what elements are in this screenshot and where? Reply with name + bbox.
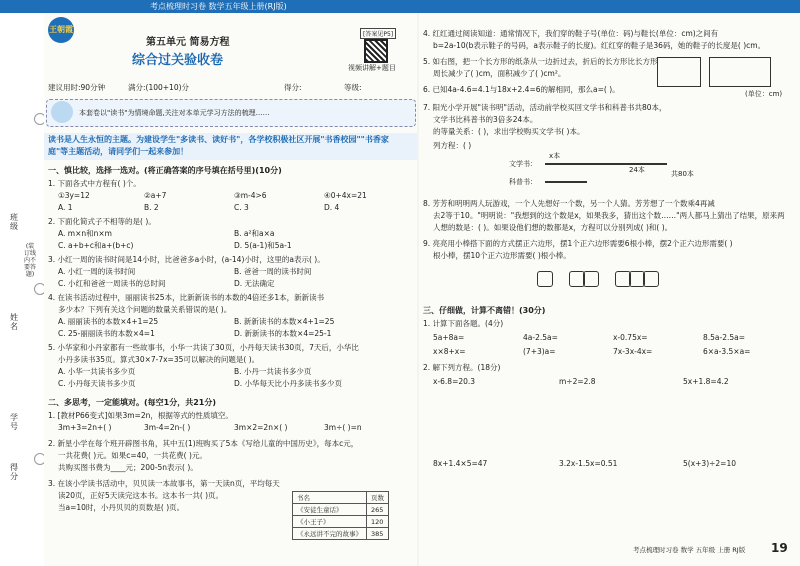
q2-stem: 2. 下面化简式子不相等的是( )。 [48, 217, 156, 226]
equation-item[interactable]: 8x+1.4×5=47 [433, 459, 488, 468]
q1-choice[interactable]: B. 2 [144, 203, 159, 212]
q2-choice[interactable]: B. a²和a×a [234, 229, 275, 238]
page-title: 综合过关验收卷 [132, 53, 224, 68]
diagram-wenxue: 文学书： [509, 160, 537, 168]
q4-stem: 4. 在读书活动过程中，丽丽读书25本，比新新读书的本数的4倍还多1本，新新读书 [48, 293, 325, 302]
q5-choice[interactable]: B. 小丹一共读书多少页 [234, 367, 312, 376]
q4-choice[interactable]: D. 新新读书的本数×4=25-1 [234, 329, 332, 338]
calc-item[interactable]: x×8+x= [433, 347, 466, 356]
r7-equation[interactable]: 列方程：( ) [433, 141, 472, 150]
notice-text: 本套卷以"读书"为情境命题,关注对本单元学习方法的梳理…… [79, 109, 270, 117]
calc-item[interactable]: 4a-2.5a= [523, 333, 558, 342]
strip-figure [657, 57, 701, 87]
grade-label: 等级: [344, 83, 362, 92]
q4-choice[interactable]: C. 25-丽丽读书的本数×4=1 [58, 329, 155, 338]
hexagon-icon [583, 271, 599, 287]
q7-stem-3[interactable]: 共购买图书费为____元；200-5n表示( )。 [58, 463, 198, 472]
spine-id: 学号 [10, 413, 18, 431]
unit-title: 第五单元 简易方程 [146, 37, 230, 48]
footer-text: 考点梳理时习卷 数学 五年级 上册 RJ版 [633, 546, 746, 554]
figure-unit: (单位：cm) [745, 90, 783, 98]
q1-stem: 1. 下面各式中方程有( )个。 [48, 179, 141, 188]
folded-figure [709, 57, 771, 87]
q5-choice[interactable]: C. 小丹每天读书多少页 [58, 379, 136, 388]
left-page [44, 13, 417, 566]
r7-stem-2: 文学书比科普书的3倍多24本。 [433, 115, 538, 124]
equation-item[interactable]: m÷2=2.8 [559, 377, 596, 386]
book-pages: 265 [367, 504, 389, 516]
q4-stem-2: 多少本？下列有关这个问题的数量关系错误的是( )。 [58, 305, 232, 314]
r5-stem-2[interactable]: 周长减少了( )cm，面积减少了( )cm²。 [433, 69, 566, 78]
header-title: 考点梳理时习卷 数学五年级上册(RJ版) [150, 2, 287, 11]
diagram-bar-kepu [545, 181, 587, 183]
book-title: 《安徒生童话》 [293, 504, 367, 516]
q3-choice[interactable]: B. 爸爸一周的读书时间 [234, 267, 312, 276]
col-pages: 页数 [367, 492, 389, 504]
c1-stem: 1. 计算下面各题。(4分) [423, 319, 504, 328]
r6-stem[interactable]: 6. 已知4a-4.6=4.1与18x+2.4=6的解相同，那么a=( )。 [423, 85, 620, 94]
binding-spine [0, 13, 45, 566]
q1-choice[interactable]: C. 3 [234, 203, 249, 212]
spine-name: 姓名 [10, 313, 18, 331]
table-row [293, 504, 389, 516]
q4-choice[interactable]: B. 新新读书的本数×4+1=25 [234, 317, 335, 326]
page-number: 19 [771, 541, 788, 555]
book-title: 《小王子》 [293, 516, 367, 528]
q2-choice[interactable]: D. 5(a-1)和5a-1 [234, 241, 292, 250]
q1-opt: ①3y=12 [58, 191, 90, 200]
q6-blank[interactable]: 3m÷( )=n [324, 423, 362, 432]
table-row [293, 516, 389, 528]
full-score-label: 满分:(100+10)分 [128, 83, 190, 92]
q5-stem-2: 小丹多读书35页。算式30×7-7x=35可以解决的问题是( )。 [58, 355, 260, 364]
hexagon-icon [643, 271, 659, 287]
r4-stem: 4. 红红通过阅读知道：通常情况下，我们穿的鞋子号(单位：码)与鞋长(单位：cm)之间有 [423, 29, 719, 38]
q7-stem-2[interactable]: 一共花费( )元。如果c=40，一共花费( )元。 [58, 451, 207, 460]
calc-item[interactable]: x-0.75x= [613, 333, 648, 342]
q2-choice[interactable]: C. a+b+c和a+(b+c) [58, 241, 134, 250]
intro-line-1: 读书是人生永恒的主题。为建设学生"多读书、读好书"，各学校积极社区开展"书香校园""书香家 [48, 135, 389, 144]
time-label: 建议用时:90分钟 [48, 83, 106, 92]
col-title: 书名 [293, 492, 367, 504]
q3-choice[interactable]: D. 无法确定 [234, 279, 275, 288]
equation-item[interactable]: 5(x+3)÷2=10 [683, 459, 737, 468]
r8-stem-3[interactable]: 人想的数是：( )。如果设他们想的数都是x，方程可以分别列成( )和( )。 [433, 223, 673, 232]
r8-stem-2: 去2等于10。"明明说："我想到的这个数是x，如果我多，猜出这个数……"两人都马上猜出了结果，原来两 [433, 211, 785, 220]
intro-line-2: 庭"等主题活动，请同学们一起来参加！ [48, 147, 189, 156]
diagram-x: x本 [549, 152, 561, 160]
r7-stem-3[interactable]: 的等量关系：( )，求出学校购买文学书( )本。 [433, 127, 585, 136]
books-table [292, 491, 389, 540]
r4-stem-2[interactable]: b=2a-10(b表示鞋子的号码，a表示鞋子的长度)。红红穿的鞋子是36码，她的鞋子的长度是( )cm。 [433, 41, 766, 50]
section-2-heading: 二、多思考，一定能填对。(每空1分，共21分) [48, 398, 217, 407]
r9-stem-2[interactable]: 根小棒，摆10个正六边形需要( )根小棒。 [433, 251, 571, 260]
calc-item[interactable]: 8.5a-2.5a= [703, 333, 746, 342]
q1-opt: ③m-4>6 [234, 191, 267, 200]
section-3-heading: 三、仔细做，计算不离错！(30分) [423, 306, 546, 315]
table-row [293, 528, 389, 540]
q5-choice[interactable]: A. 小华一共读书多少页 [58, 367, 136, 376]
q3-stem: 3. 小红一周的读书时间是14小时，比爸爸多a小时，(a-14)小时，这里的a表示( )。 [48, 255, 325, 264]
q1-choice[interactable]: D. 4 [324, 203, 340, 212]
q6-blank[interactable]: 3m-4=2n-( ) [144, 423, 191, 432]
q5-stem: 5. 小华家和小丹家都有一些故事书，小华一共读了30页，小丹每天读书30页，7天后，小华比 [48, 343, 359, 352]
book-title: 《永远讲不完的故事》 [293, 528, 367, 540]
answer-ref: [答案见P5] [360, 28, 396, 39]
mascot-icon [51, 101, 73, 123]
calc-item[interactable]: (7+3)a= [523, 347, 556, 356]
q1-opt: ④0+4x=21 [324, 191, 367, 200]
table-header [293, 492, 389, 504]
spine-class: 班级 [10, 213, 18, 231]
diagram-bar-wenxue [545, 163, 667, 165]
q2-choice[interactable]: A. m×n和n×m [58, 229, 112, 238]
equation-item[interactable]: 5x+1.8=4.2 [683, 377, 729, 386]
q6-blank[interactable]: 3m×2=2n×( ) [234, 423, 288, 432]
book-pages: 120 [367, 516, 389, 528]
q4-choice[interactable]: A. 丽丽读书的本数×4+1=25 [58, 317, 159, 326]
q3-choice[interactable]: A. 小红一周的读书时间 [58, 267, 136, 276]
q8-stem-2[interactable]: 读20页，正好5天读完这本书。这本书一共( )页。 [58, 491, 224, 500]
r5-stem: 5. 如右图，把一个长方形的纸条从一边折过去，折后的长方形比长方形 [423, 57, 658, 66]
diagram-24: 24本 [629, 166, 645, 174]
diagram-total: 共80本 [671, 170, 694, 178]
diagram-kepu: 科普书： [509, 178, 537, 186]
qr-code[interactable] [364, 39, 388, 63]
notice-box [46, 99, 416, 127]
q6-blank[interactable]: 3m+3=2n+( ) [58, 423, 112, 432]
calc-item[interactable]: 5a+8a= [433, 333, 465, 342]
right-page [419, 13, 800, 566]
spine-note: (装订线内不要答题) [24, 243, 37, 278]
section-1-heading: 一、慎比较，选择一选对。(将正确答案的序号填在括号里)(10分) [48, 166, 282, 175]
r7-stem: 7. 阳光小学开展"读书明"活动，活动前学校买回文学书和科普书共80本， [423, 103, 667, 112]
q7-stem: 2. 新星小学在每个班开辟图书角，其中五(1)班购买了5本《写给儿童的中国历史》，每本c元， [48, 439, 359, 448]
score-label: 得分: [284, 83, 302, 92]
c2-stem: 2. 解下列方程。(18分) [423, 363, 501, 372]
equation-item[interactable]: x-6.8=20.3 [433, 377, 476, 386]
q8-stem-3[interactable]: 当a=10时，小丹贝贝的页数是( )页。 [58, 503, 185, 512]
q3-choice[interactable]: C. 小红和爸爸一周读书的总时间 [58, 279, 166, 288]
r9-stem[interactable]: 9. 亮亮用小棒搭下面的方式摆正六边形，摆1个正六边形需要6根小棒，摆2个正六边形需要( ) [423, 239, 733, 248]
q1-opt: ②a+7 [144, 191, 167, 200]
spine-score: 得分 [10, 463, 18, 481]
hexagon-icon [537, 271, 553, 287]
calc-item[interactable]: 7x-3x-4x= [613, 347, 653, 356]
q5-choice[interactable]: D. 小华每天比小丹多读书多少页 [234, 379, 343, 388]
brand-logo: 王朝霞 [48, 17, 74, 43]
qr-caption: 视频讲解+题目 [348, 64, 396, 72]
header-band [0, 0, 800, 13]
r8-stem: 8. 芳芳和明明两人玩游戏，一个人先想好一个数，另一个人猜。芳芳想了一个数乘4再减 [423, 199, 715, 208]
calc-item[interactable]: 6×a-3.5×a= [703, 347, 751, 356]
q8-stem: 3. 在该小学读书活动中，贝贝读一本故事书，第一天读n页，平均每天 [48, 479, 280, 488]
equation-item[interactable]: 3.2x-1.5x=0.51 [559, 459, 618, 468]
q1-choice[interactable]: A. 1 [58, 203, 73, 212]
q6-stem: 1. [教材P66变式]如果3m=2n，根据等式的性质填空。 [48, 411, 233, 420]
book-pages: 385 [367, 528, 389, 540]
